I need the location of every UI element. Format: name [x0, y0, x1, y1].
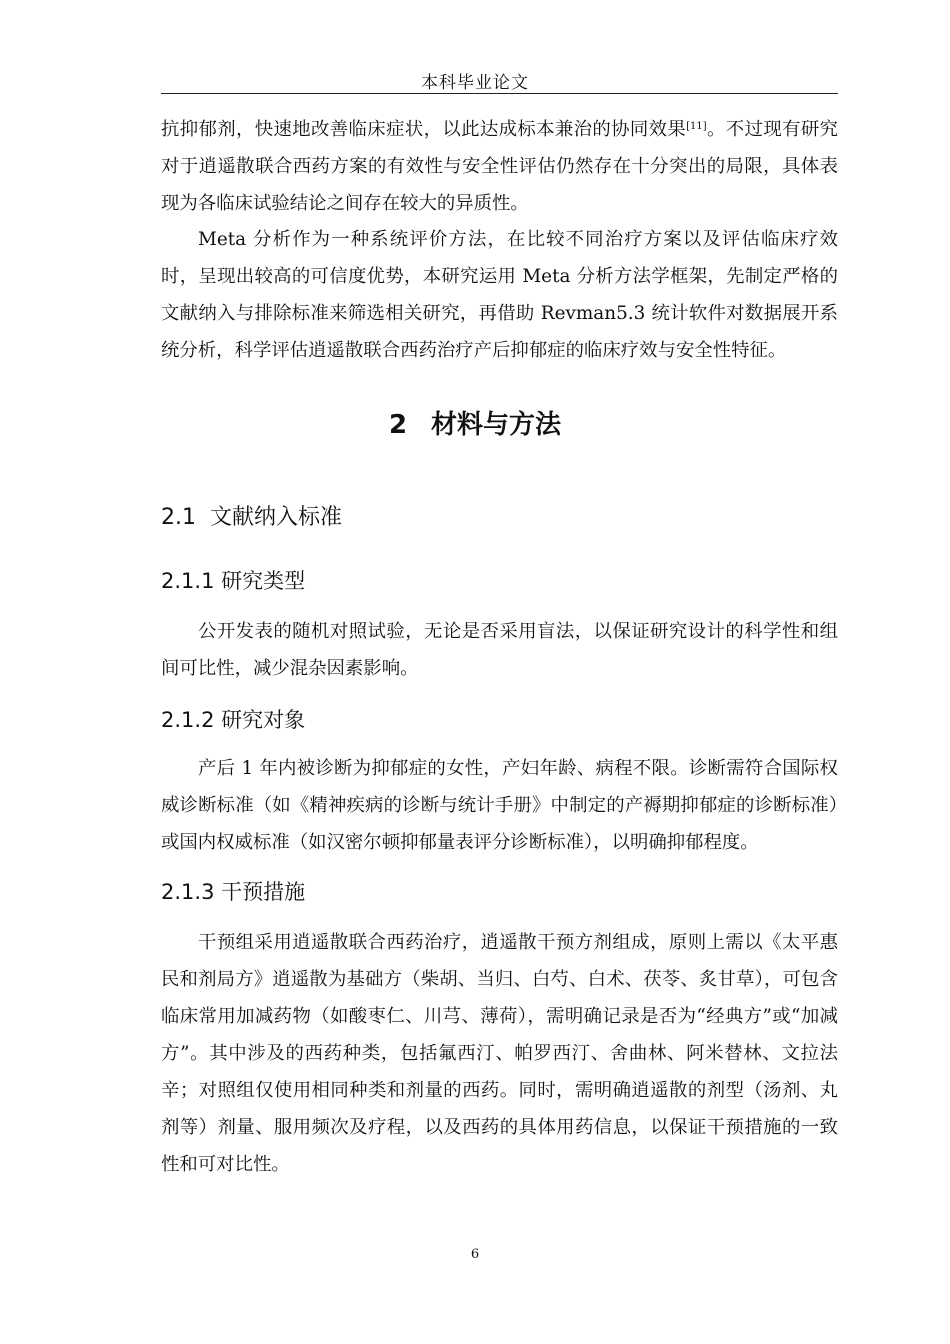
running-header-title: 本科毕业论文: [421, 73, 529, 93]
section-heading-2-1: [161, 500, 342, 531]
intro-paragraph-1-text-b: 。不过现有研究对于逍遥散联合西药方案的有效性与安全性评估仍然存在十分突出的局限，具体表现为各临床试验结论之间存在较大的异质性。: [161, 119, 838, 214]
section-number: 2.1: [161, 505, 196, 530]
intro-paragraph-2: Meta 分析作为一种系统评价方法，在比较不同治疗方案以及评估临床疗效时，呈现出较高的可信度优势，本研究运用 Meta 分析方法学框架，先制定严格的文献纳入与排除标准来筛选相关研究，再借助 Revman5.3 统计软件对数据展开系统分析，科学评估逍遥散联合西药治疗产后抑郁症的临床疗效与安全性特征。: [161, 229, 838, 361]
subsection-heading-2-1-3: 2.1.3 干预措施: [161, 880, 306, 904]
intro-paragraph-1-text-a: 抗抑郁剂，快速地改善临床症状，以此达成标本兼治的协同效果: [161, 119, 687, 140]
chapter-number: 2: [388, 410, 408, 440]
subsection-heading-2-1-1: 2.1.1 研究类型: [161, 569, 306, 593]
header-divider: [161, 93, 838, 94]
chapter-title: 材料与方法: [431, 410, 562, 440]
chapter-heading: [0, 404, 950, 441]
subsection-body-2-1-1: 公开发表的随机对照试验，无论是否采用盲法，以保证研究设计的科学性和组间可比性，减少混杂因素影响。: [161, 621, 838, 679]
subsection-heading-2-1-2: 2.1.2 研究对象: [161, 708, 306, 732]
subsection-body-2-1-3: 干预组采用逍遥散联合西药治疗，逍遥散干预方剂组成，原则上需以《太平惠民和剂局方》逍遥散为基础方（柴胡、当归、白芍、白术、茯苓、炙甘草），可包含临床常用加减药物（如酸枣仁、川芎、薄荷），需明确记录是否为“经典方”或“加减方”。其中涉及的西药种类，包括氟西汀、帕罗西汀、舍曲林、阿米替林、文拉法辛；对照组仅使用相同种类和剂量的西药。同时，需明确逍遥散的剂型（汤剂、丸剂等）剂量、服用频次及疗程，以及西药的具体用药信息，以保证干预措施的一致性和可对比性。: [161, 932, 838, 1175]
intro-paragraph-1: [161, 111, 838, 222]
subsection-body-2-1-2: 产后 1 年内被诊断为抑郁症的女性，产妇年龄、病程不限。诊断需符合国际权威诊断标准（如《精神疾病的诊断与统计手册》中制定的产褥期抑郁症的诊断标准）或国内权威标准（如汉密尔顿抑郁量表评分诊断标准），以明确抑郁程度。: [161, 758, 838, 853]
citation-marker: [11]: [686, 121, 707, 132]
page-number: 6: [470, 1247, 480, 1262]
section-title: 文献纳入标准: [210, 505, 343, 530]
